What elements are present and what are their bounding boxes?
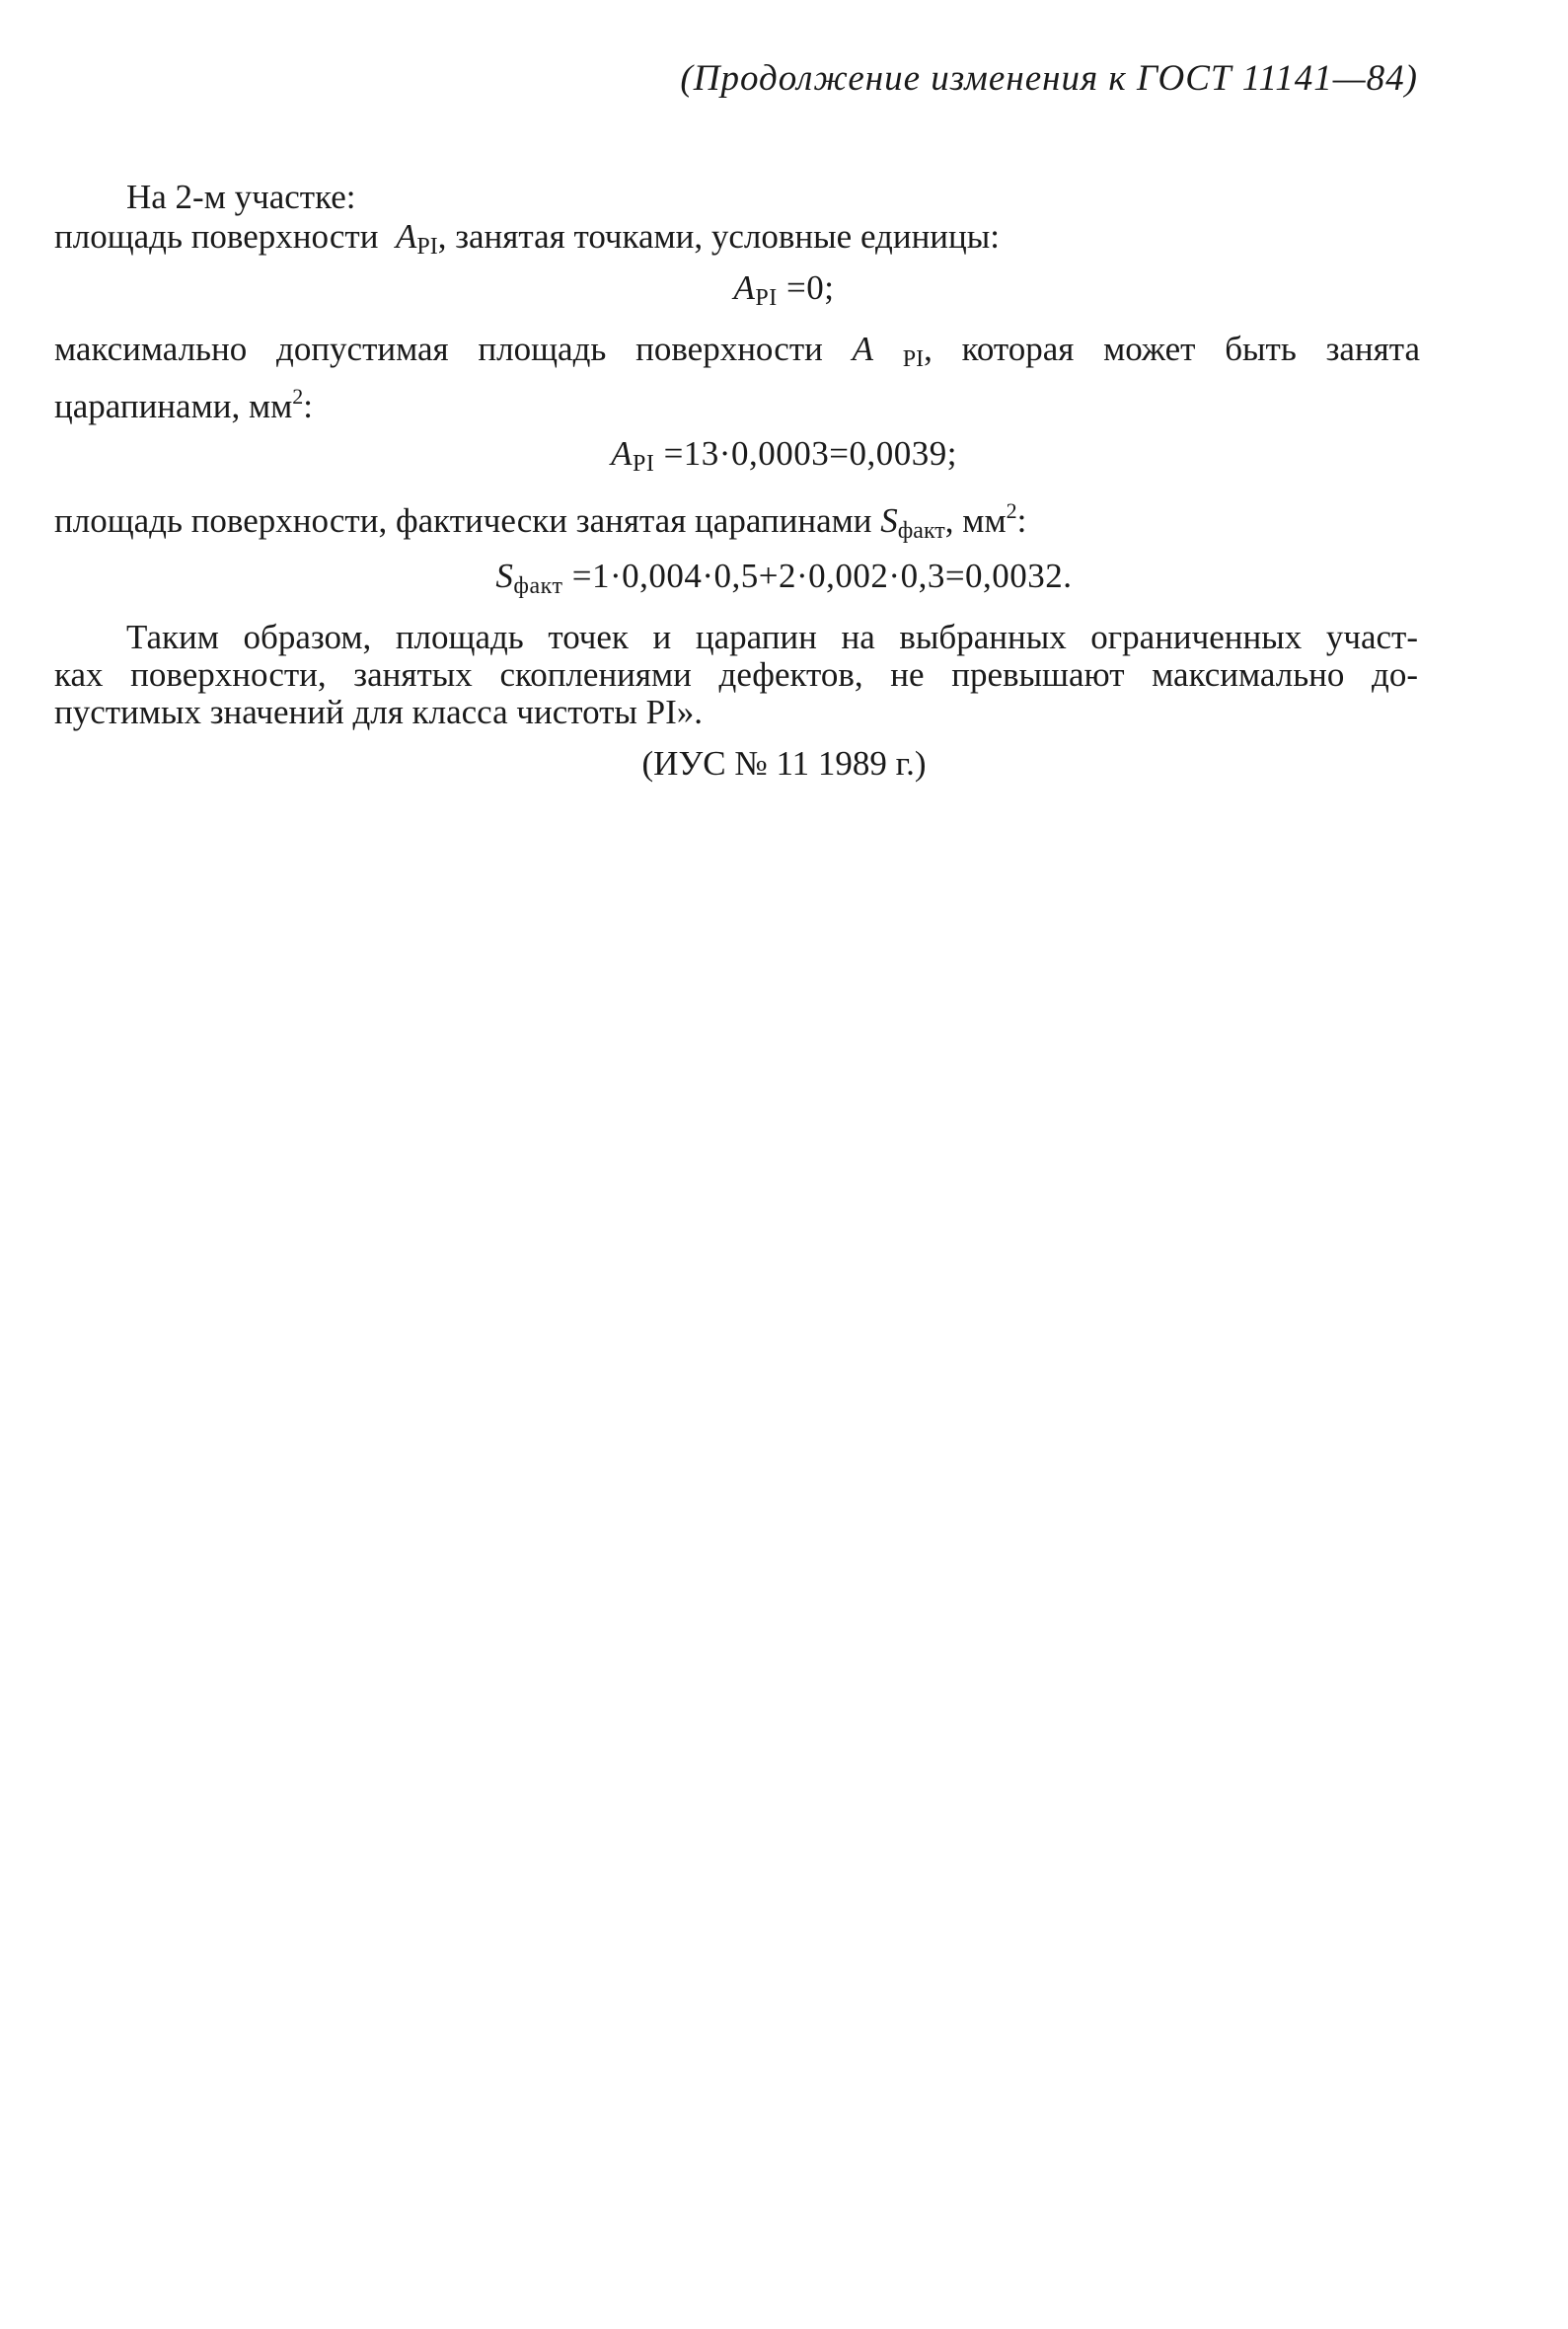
page-header: (Продолжение изменения к ГОСТ 11141—84) <box>680 58 1418 99</box>
paragraph-area-dots <box>54 217 1420 266</box>
conclusion-line-2: ках поверхности, занятых скоплениями дефектов, не превышают максимально до- <box>54 655 1418 694</box>
equation-2: $A_{PI} =13\cdot 0,0003=0,0039$; <box>611 434 957 477</box>
paragraph-text: площадь поверхности <box>54 217 379 256</box>
equation-1: $A_{PI} =0$; <box>733 268 835 311</box>
equation-3: $S_{факт} =1\cdot 0,004\cdot 0,5+2\cdot 0,002\cdot 0,3=0,0032$. <box>495 557 1073 599</box>
section-title: На 2-м участке: <box>126 178 356 216</box>
paragraph-text: , занятая точками, условные единицы: <box>437 217 1001 256</box>
paragraph-actual-area: площадь поверхности, фактически занятая царапинами $S_{факт}$, $мм^2$: <box>54 498 1027 544</box>
conclusion-line-3: пустимых значений для класса чистоты PI». <box>54 693 704 731</box>
symbol-a: $A_{PI}$ <box>395 217 438 260</box>
paragraph-max-area-cont: царапинами, $мм^2$: <box>54 384 313 425</box>
source-reference: (ИУС № 11 1989 г.) <box>641 744 927 783</box>
paragraph-max-area: максимально допустимая площадь поверхности A $_{PI}$, которая может быть занята <box>54 330 1421 372</box>
conclusion-line-1: Таким образом, площадь точек и царапин на выбранных ограниченных участ- <box>126 618 1418 656</box>
